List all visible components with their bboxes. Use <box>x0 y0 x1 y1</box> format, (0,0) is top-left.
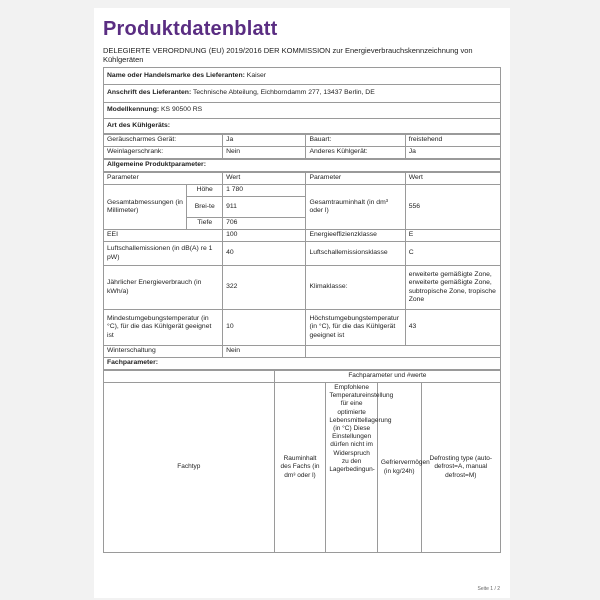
type-label: Anderes Kühlgerät: <box>306 147 405 159</box>
compartment-section-heading: Fachparameter: <box>104 358 501 370</box>
height-label: Höhe <box>187 185 223 197</box>
climate-class-value: erweiterte gemäßigte Zone, erweiterte gemäßigte Zone, subtropische Zone, tropische Zone <box>405 266 500 310</box>
noise-class-value: C <box>405 242 500 266</box>
compartment-freeze-header: Gefriervermögen (in kg/24h) <box>377 383 421 553</box>
winter-switch-value: Nein <box>223 346 306 358</box>
type-row <box>104 135 501 147</box>
empty-cell <box>104 371 275 383</box>
max-temp-label: Höchstumgebungstemperatur (in °C), für die das Kühlgerät geeignet ist <box>306 310 405 346</box>
param-header: Parameter <box>306 173 405 185</box>
type-section-heading: Art des Kühlgeräts: <box>104 119 501 134</box>
noise-label: Luftschallemissionen (in dB(A) re 1 pW) <box>104 242 223 266</box>
type-value: Ja <box>405 147 500 159</box>
page-number: Seite 1 / 2 <box>477 586 500 592</box>
volume-value: 556 <box>405 185 500 230</box>
depth-value: 706 <box>223 218 306 230</box>
empty-cell <box>306 346 501 358</box>
page-title: Produktdatenblatt <box>103 18 278 40</box>
type-row <box>104 147 501 159</box>
datasheet-page <box>94 8 510 598</box>
address-label: Anschrift des Lieferanten: <box>107 89 192 97</box>
value-header: Wert <box>405 173 500 185</box>
climate-class-label: Klimaklasse: <box>306 266 405 310</box>
min-temp-value: 10 <box>223 310 306 346</box>
energy-class-label: Energieeffizienzklasse <box>306 230 405 242</box>
type-table <box>103 134 501 159</box>
eei-value: 100 <box>223 230 306 242</box>
general-table <box>103 172 501 370</box>
header-table <box>103 67 501 134</box>
model-row <box>104 103 501 119</box>
address-value: Technische Abteilung, Eichborndamm 277, 13437 Berlin, DE <box>193 89 375 97</box>
param-header: Parameter <box>104 173 223 185</box>
energy-class-value: E <box>405 230 500 242</box>
model-label: Modellkennung: <box>107 106 160 114</box>
eei-label: EEI <box>104 230 223 242</box>
supplier-row <box>104 68 501 85</box>
type-value: freistehend <box>405 135 500 147</box>
type-value: Ja <box>223 135 306 147</box>
width-value: 911 <box>223 197 306 218</box>
value-header: Wert <box>223 173 306 185</box>
general-section-heading: Allgemeine Produktparameter: <box>104 160 501 172</box>
max-temp-value: 43 <box>405 310 500 346</box>
compartment-group-header: Fachparameter und #werte <box>274 371 500 383</box>
type-label: Geräuscharmes Gerät: <box>104 135 223 147</box>
volume-label: Gesamtrauminhalt (in dm³ oder l) <box>306 185 405 230</box>
supplier-label: Name oder Handelsmarke des Lieferanten: <box>107 71 245 79</box>
model-value: KS 90500 RS <box>161 106 203 114</box>
regulation-subtitle: DELEGIERTE VERORDNUNG (EU) 2019/2016 DER KOMMISSION zur Energieverbrauchskennzeichnung von Kühlgeräten <box>103 46 473 64</box>
consumption-value: 322 <box>223 266 306 310</box>
compartment-temp-header: Empfohlene Temperatureinstellung für eine optimierte Lebensmittellagerung (in °C) Diese Einstellungen dürfen nicht im Widerspruch zu den Lagerbedingun- <box>326 383 378 553</box>
noise-value: 40 <box>223 242 306 266</box>
type-label: Bauart: <box>306 135 405 147</box>
address-row <box>104 85 501 103</box>
winter-switch-label: Winterschaltung <box>104 346 223 358</box>
consumption-label: Jährlicher Energieverbrauch (in kWh/a) <box>104 266 223 310</box>
general-heading-table <box>103 159 501 172</box>
noise-class-label: Luftschallemissionsklasse <box>306 242 405 266</box>
compartment-type-header: Fachtyp <box>104 383 275 553</box>
depth-label: Tiefe <box>187 218 223 230</box>
height-value: 1 780 <box>223 185 306 197</box>
supplier-value: Kaiser <box>246 71 267 79</box>
compartment-defrost-header: Defrosting type (auto-defrost=A, manual defrost=M) <box>421 383 500 553</box>
dimensions-label: Gesamtabmessungen (in Millimeter) <box>104 185 187 230</box>
type-label: Weinlagerschrank: <box>104 147 223 159</box>
compartment-volume-header: Rauminhalt des Fachs (in dm³ oder l) <box>274 383 326 553</box>
width-label: Brei-te <box>187 197 223 218</box>
type-value: Nein <box>223 147 306 159</box>
compartment-table <box>103 370 501 553</box>
min-temp-label: Mindestumgebungstemperatur (in °C), für die das Kühlgerät geeignet ist <box>104 310 223 346</box>
